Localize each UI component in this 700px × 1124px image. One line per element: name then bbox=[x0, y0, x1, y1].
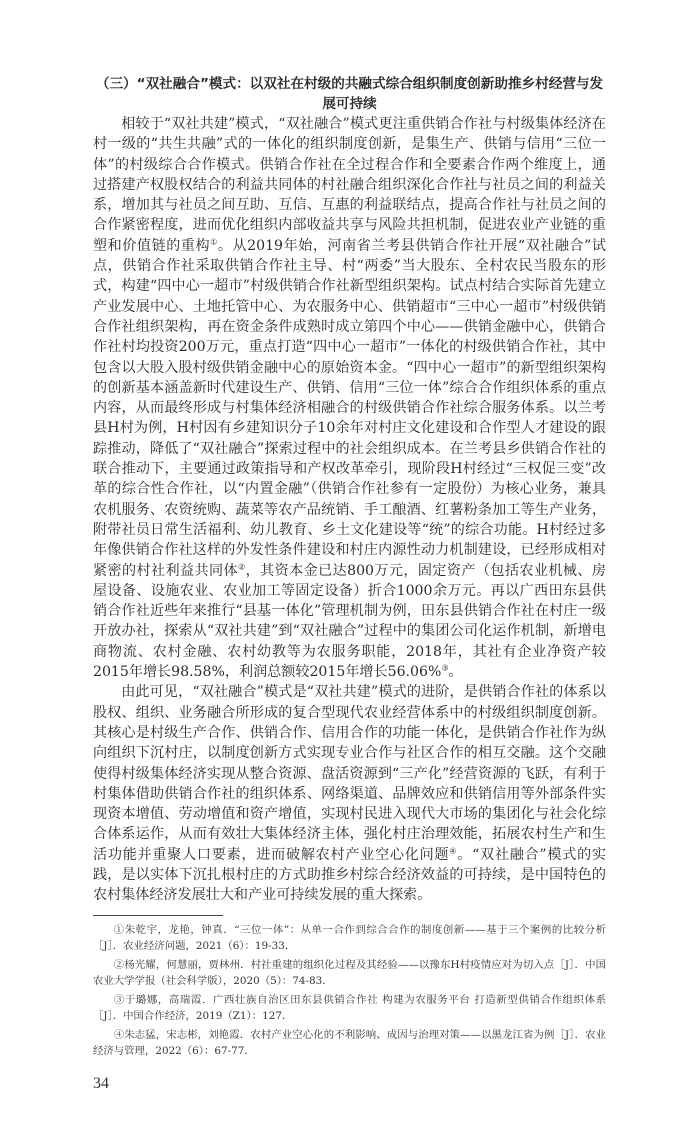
footnote-1: ①朱乾宇，龙艳，钟真．“三位一体”：从单一合作到综合合作的制度创新——基于三个案例的比较分析［J］．农业经济问题，2021（6）：19-33． bbox=[93, 923, 606, 953]
footnote-2: ②杨光耀，何慧丽，贾林州．村社重建的组织化过程及其经验——以豫东H村疫情应对为切入点［J］．中国农业大学学报（社会科学版），2020（5）：74-83． bbox=[93, 958, 606, 988]
footnote-ref-4[interactable]: ④ bbox=[449, 846, 458, 855]
paragraph-2 bbox=[93, 682, 606, 905]
footnote-ref-2[interactable]: ② bbox=[238, 561, 246, 571]
paragraph-text: 。 bbox=[448, 664, 463, 681]
paragraph-text: 由此可见，“双社融合”模式是“双社共建”模式的进阶，是供销合作社的体系以股权、组织、业务融合所形成的复合型现代农业经营体系中的村级组织制度创新。其核心是村级生产合作、供销合作、信用合作的功能一体化，是供销合作社作为纵向组织下沉村庄，以制度创新方式实现专业合作与社区合作的相互交融。这个交融使得村级集体经济实现从整合资源、盘活资源到“三产化”经营资源的飞跃，有利于村集体借助供销合作社的组织体系、网络渠道、品牌效应和供销信用等外部条件实现资本增值、劳动增值和资产增值，实现村民进入现代大市场的集团化与社会化综合体系运作，从而有效壮大集体经济主体，强化村庄治理效能，拓展农村生产和生活功能并重聚人口要素，进而破解农村产业空心化问题 bbox=[93, 684, 606, 863]
paragraph-text: 。“双社融合”模式的实践，是以实体下沉扎根村庄的方式助推乡村综合经济效益的可持续，是中国特色的农村集体经济发展壮大和产业可持续发展的重大探索。 bbox=[93, 846, 607, 904]
document-page bbox=[93, 0, 606, 1124]
footnote-ref-1[interactable]: ① bbox=[210, 237, 218, 247]
footnote-ref-3[interactable]: ③ bbox=[441, 663, 449, 673]
paragraph-text: 。从2019年始，河南省兰考县供销合作社开展“双社融合”试点，供销合作社采取供销合作社主导、村“两委”当大股东、全村农民当股东的形式，构建“四中心一超市”村级供销合作社新型组织架构。试点村结合实际首先建立产业发展中心、土地托管中心、为农服务中心、供销超市“三中心一超市”村级供销合作社组织架构，再在资金条件成熟时成立第四个中心——供销金融中心，供销合作社村均投资200万元，重点打造“四中心一超市”一体化的村级供销合作社，其中包含以大股入股村级供销金融中心的原始资本金。“四中心一超市”的新型组织架构的创新基本涵盖新时代建设生产、供销、信用“三位一体”综合合作组织体系的重点内容，从而最终形成与村集体经济相融合的村级供销合作社综合服务体系。以兰考县H村为例，H村因有乡建知识分子10余年对村庄文化建设和合作型人才建设的跟踪推动，降低了“双社融合”探索过程中的社会组织成本。在兰考县乡供销合作社的联合推动下，主要通过政策指导和产权改革牵引，现阶段H村经过“三权促三变”改革的综合性合作社，以“内置金融”（供销合作社参有一定股份）为核心业务，兼具农机服务、农资统购、蔬菜等农产品统销、手工酿酒、红薯粉条加工等生产业务，附带社员日常生活福利、幼儿教育、乡土文化建设等“统”的综合功能。H村经过多年像供销合作社这样的外发性条件建设和村庄内源性动力机制建设，已经形成相对紧密的村社利益共同体 bbox=[93, 237, 607, 579]
page-number: 34 bbox=[93, 1074, 109, 1092]
paragraph-1 bbox=[93, 114, 606, 682]
footnote-3: ③于璐娜，高瑞霞．广西壮族自治区田东县供销合作社 构建为农服务平台 打造新型供销合作组织体系［J］．中国合作经济，2019（Z1）：127． bbox=[93, 993, 606, 1023]
section-heading: （三）“双社融合”模式：以双社在村级的共融式综合组织制度创新助推乡村经营与发展可持续 bbox=[95, 76, 604, 112]
footnote-4: ④朱志猛，宋志彬，刘艳霞．农村产业空心化的不利影响、成因与治理对策——以黑龙江省为例［J］．农业经济与管理，2022（6）：67-77． bbox=[93, 1028, 606, 1058]
paragraph-text: ，其资本金已达800万元，固定资产（包括农业机械、房屋设备、设施农业、农业加工等固定设备）折合1000余万元。再以广西田东县供销合作社近些年来推行“县基一体化”管理机制为例，田东县供销合作社在村庄一级开放办社，探索从“双社共建”到“双社融合”过程中的集团公司化运作机制，新增电商物流、农村金融、农村幼教等为农服务职能，2018年，其社有企业净资产较2015年增长98.58%，利润总额较2015年增长56.06% bbox=[93, 562, 607, 681]
footnote-divider bbox=[93, 915, 223, 916]
paragraph-text: 相较于“双社共建”模式，“双社融合”模式更注重供销合作社与村级集体经济在村一级的“共生共融”式的一体化的组织制度创新，是集生产、供销与信用“三位一体”的村级综合合作模式。供销合作社在全过程合作和全要素合作两个维度上，通过搭建产权股权结合的利益共同体的村社融合组织深化合作社与社员之间的利益关系，增加其与社员之间互助、互信、互惠的利益联结点，提高合作社与社员之间的合作紧密程度，进而优化组织内部收益共享与风险共担机制，促进农业产业链的重塑和价值链的重构 bbox=[93, 116, 606, 254]
